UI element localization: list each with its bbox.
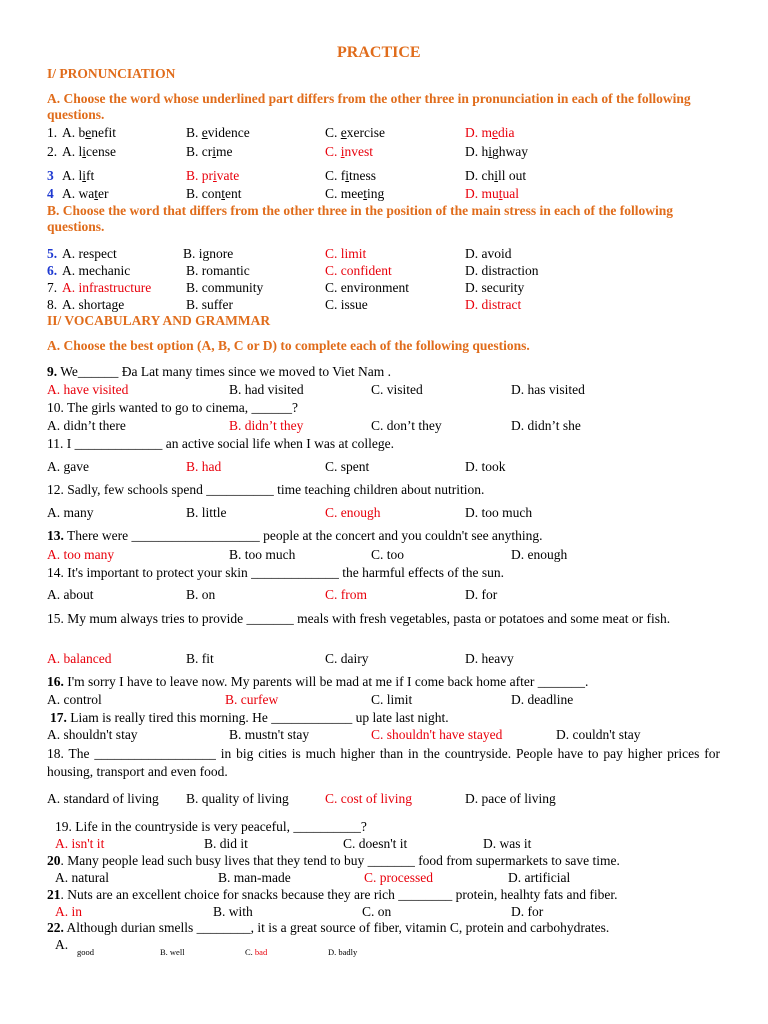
option-a-answer: A. in bbox=[55, 904, 82, 919]
option-b: B. mustn't stay bbox=[229, 727, 310, 742]
option-d-answer: D. mutual bbox=[465, 186, 520, 201]
option-d: D. avoid bbox=[465, 246, 512, 261]
question-stem: 16. I'm sorry I have to leave now. My parents will be mad at me if I come back home after _______. bbox=[47, 674, 589, 689]
option-a: A. license bbox=[62, 144, 116, 159]
option-a-answer: A. too many bbox=[47, 547, 115, 562]
option-b: B. man-made bbox=[218, 870, 291, 885]
option-c-answer: C. cost of living bbox=[325, 791, 412, 806]
question-stem: 18. The __________________ in big cities is much higher than in the countryside. People have to pay higher prices for housing, transport and even food. bbox=[47, 746, 720, 779]
option-d-answer: D. media bbox=[465, 125, 515, 140]
question-stem: 9. We______ Đa Lat many times since we moved to Viet Nam . bbox=[47, 364, 392, 379]
option-b: B. suffer bbox=[186, 297, 233, 312]
option-b: B. did it bbox=[204, 836, 248, 851]
question-stem: 11. I _____________ an active social life when I was at college. bbox=[47, 436, 395, 451]
option-c: C. environment bbox=[325, 280, 409, 295]
option-c: C. limit bbox=[371, 692, 413, 707]
question-stem: 12. Sadly, few schools spend __________ time teaching children about nutrition. bbox=[47, 482, 485, 497]
question-stem: 15. My mum always tries to provide _______ meals with fresh vegetables, pasta or potatoes and some meat or fish. bbox=[47, 611, 671, 626]
option-d: D. heavy bbox=[465, 651, 514, 666]
question-number: 5. bbox=[47, 246, 58, 261]
stress-part-b-instruction: B. Choose the word that differs from the other three in the position of the main stress in each of the following questions. bbox=[47, 203, 673, 234]
option-c: C. spent bbox=[325, 459, 370, 474]
option-d: D. deadline bbox=[511, 692, 574, 707]
option-c: C. bad bbox=[245, 947, 268, 957]
option-b: B. too much bbox=[229, 547, 296, 562]
question-number: 7. bbox=[47, 280, 58, 295]
option-c-answer: C. invest bbox=[325, 144, 374, 159]
option-c-answer: C. from bbox=[325, 587, 367, 602]
option-c: C. don’t they bbox=[371, 418, 442, 433]
option-b-answer: B. didn’t they bbox=[229, 418, 304, 433]
question-stem: 14. It's important to protect your skin _____________ the harmful effects of the sun. bbox=[47, 565, 504, 580]
option-b: B. on bbox=[186, 587, 216, 602]
option-b-answer: B. had bbox=[186, 459, 222, 474]
question-number: 1. bbox=[47, 125, 58, 140]
option-a: A. respect bbox=[62, 246, 117, 261]
option-d: D. was it bbox=[483, 836, 532, 851]
option-a-answer: A. balanced bbox=[47, 651, 112, 666]
option-b: B. with bbox=[213, 904, 253, 919]
option-d-answer: D. distract bbox=[465, 297, 522, 312]
option-a: A. standard of living bbox=[47, 791, 159, 806]
option-b: B. quality of living bbox=[186, 791, 289, 806]
option-d: D. has visited bbox=[511, 382, 585, 397]
option-c: C. dairy bbox=[325, 651, 369, 666]
option-c: C. visited bbox=[371, 382, 423, 397]
option-b: B. romantic bbox=[186, 263, 250, 278]
question-stem: 19. Life in the countryside is very peaceful, __________? bbox=[55, 819, 367, 834]
option-b: B. well bbox=[160, 947, 185, 957]
question-number: 2. bbox=[47, 144, 58, 159]
option-a-text: good bbox=[77, 947, 94, 957]
option-a-answer: A. isn't it bbox=[55, 836, 105, 851]
option-b: B. fit bbox=[186, 651, 214, 666]
option-d: D. for bbox=[511, 904, 544, 919]
question-number: 3 bbox=[47, 168, 54, 183]
question-stem: 10. The girls wanted to go to cinema, ______? bbox=[47, 400, 298, 415]
option-a: A. many bbox=[47, 505, 94, 520]
option-c-answer: C. shouldn't have stayed bbox=[371, 727, 503, 742]
option-b: B. evidence bbox=[186, 125, 250, 140]
option-c-answer: bad bbox=[254, 947, 268, 957]
option-d: D. too much bbox=[465, 505, 533, 520]
option-d: D. pace of living bbox=[465, 791, 556, 806]
option-b-answer: B. private bbox=[186, 168, 240, 183]
option-a-label: A. bbox=[55, 937, 69, 952]
question-number: 4 bbox=[47, 186, 54, 201]
section-pronunciation-heading: I/ PRONUNCIATION bbox=[47, 66, 176, 81]
option-d: D. took bbox=[465, 459, 506, 474]
option-b: B. community bbox=[186, 280, 264, 295]
question-stem: 20. Many people lead such busy lives that they tend to buy _______ food from supermarkets to save time. bbox=[47, 853, 620, 868]
option-a: A. control bbox=[47, 692, 102, 707]
option-d: D. badly bbox=[328, 947, 358, 957]
option-c: C. exercise bbox=[325, 125, 385, 140]
option-a: A. lift bbox=[62, 168, 95, 183]
vocabulary-part-a-instruction: A. Choose the best option (A, B, C or D) to complete each of the following questions. bbox=[47, 338, 530, 353]
option-a: A. natural bbox=[55, 870, 109, 885]
option-c-answer: C. limit bbox=[325, 246, 367, 261]
page-title: PRACTICE bbox=[337, 44, 421, 61]
option-d: D. security bbox=[465, 280, 525, 295]
option-a: A. mechanic bbox=[62, 263, 131, 278]
option-c: C. meeting bbox=[325, 186, 385, 201]
option-b: B. content bbox=[186, 186, 242, 201]
option-c: C. fitness bbox=[325, 168, 377, 183]
option-d: D. for bbox=[465, 587, 498, 602]
question-number: 8. bbox=[47, 297, 58, 312]
option-c-answer: C. enough bbox=[325, 505, 381, 520]
option-b: B. little bbox=[186, 505, 227, 520]
option-a: A. about bbox=[47, 587, 94, 602]
section-vocabulary-heading: II/ VOCABULARY AND GRAMMAR bbox=[47, 313, 271, 328]
option-a: A. shouldn't stay bbox=[47, 727, 138, 742]
option-d: D. chill out bbox=[465, 168, 527, 183]
pronunciation-part-a-instruction: A. Choose the word whose underlined part differs from the other three in pronunciation in each of the following questions. bbox=[47, 91, 691, 122]
question-stem: 13. There were ___________________ people at the concert and you couldn't see anything. bbox=[47, 528, 543, 543]
question-number: 6. bbox=[47, 263, 58, 278]
question-stem: 17. Liam is really tired this morning. He ____________ up late last night. bbox=[50, 710, 449, 725]
option-c: C. on bbox=[362, 904, 392, 919]
option-d: D. distraction bbox=[465, 263, 539, 278]
option-a-answer: A. infrastructure bbox=[62, 280, 152, 295]
option-a: A. gave bbox=[47, 459, 89, 474]
option-b: B. crime bbox=[186, 144, 233, 159]
option-d: D. didn’t she bbox=[511, 418, 581, 433]
option-b: B. ignore bbox=[183, 246, 234, 261]
option-a: A. didn’t there bbox=[47, 418, 126, 433]
option-c: C. issue bbox=[325, 297, 368, 312]
option-d: D. enough bbox=[511, 547, 568, 562]
option-b-answer: B. curfew bbox=[225, 692, 279, 707]
option-d: D. couldn't stay bbox=[556, 727, 641, 742]
option-c-answer: C. confident bbox=[325, 263, 392, 278]
option-b: B. had visited bbox=[229, 382, 304, 397]
option-d: D. artificial bbox=[508, 870, 571, 885]
question-stem: 22. Although durian smells ________, it is a great source of fiber, vitamin C, protein and carbohydrates. bbox=[47, 920, 610, 935]
option-c-answer: C. processed bbox=[364, 870, 433, 885]
question-stem: 21. Nuts are an excellent choice for snacks because they are rich ________ protein, healhty fats and fiber. bbox=[47, 887, 618, 902]
option-a: A. water bbox=[62, 186, 109, 201]
option-c: C. too bbox=[371, 547, 405, 562]
option-a: A. benefit bbox=[62, 125, 116, 140]
option-c: C. doesn't it bbox=[343, 836, 408, 851]
option-a-answer: A. have visited bbox=[47, 382, 129, 397]
option-d: D. highway bbox=[465, 144, 529, 159]
option-a: A. shortage bbox=[62, 297, 125, 312]
